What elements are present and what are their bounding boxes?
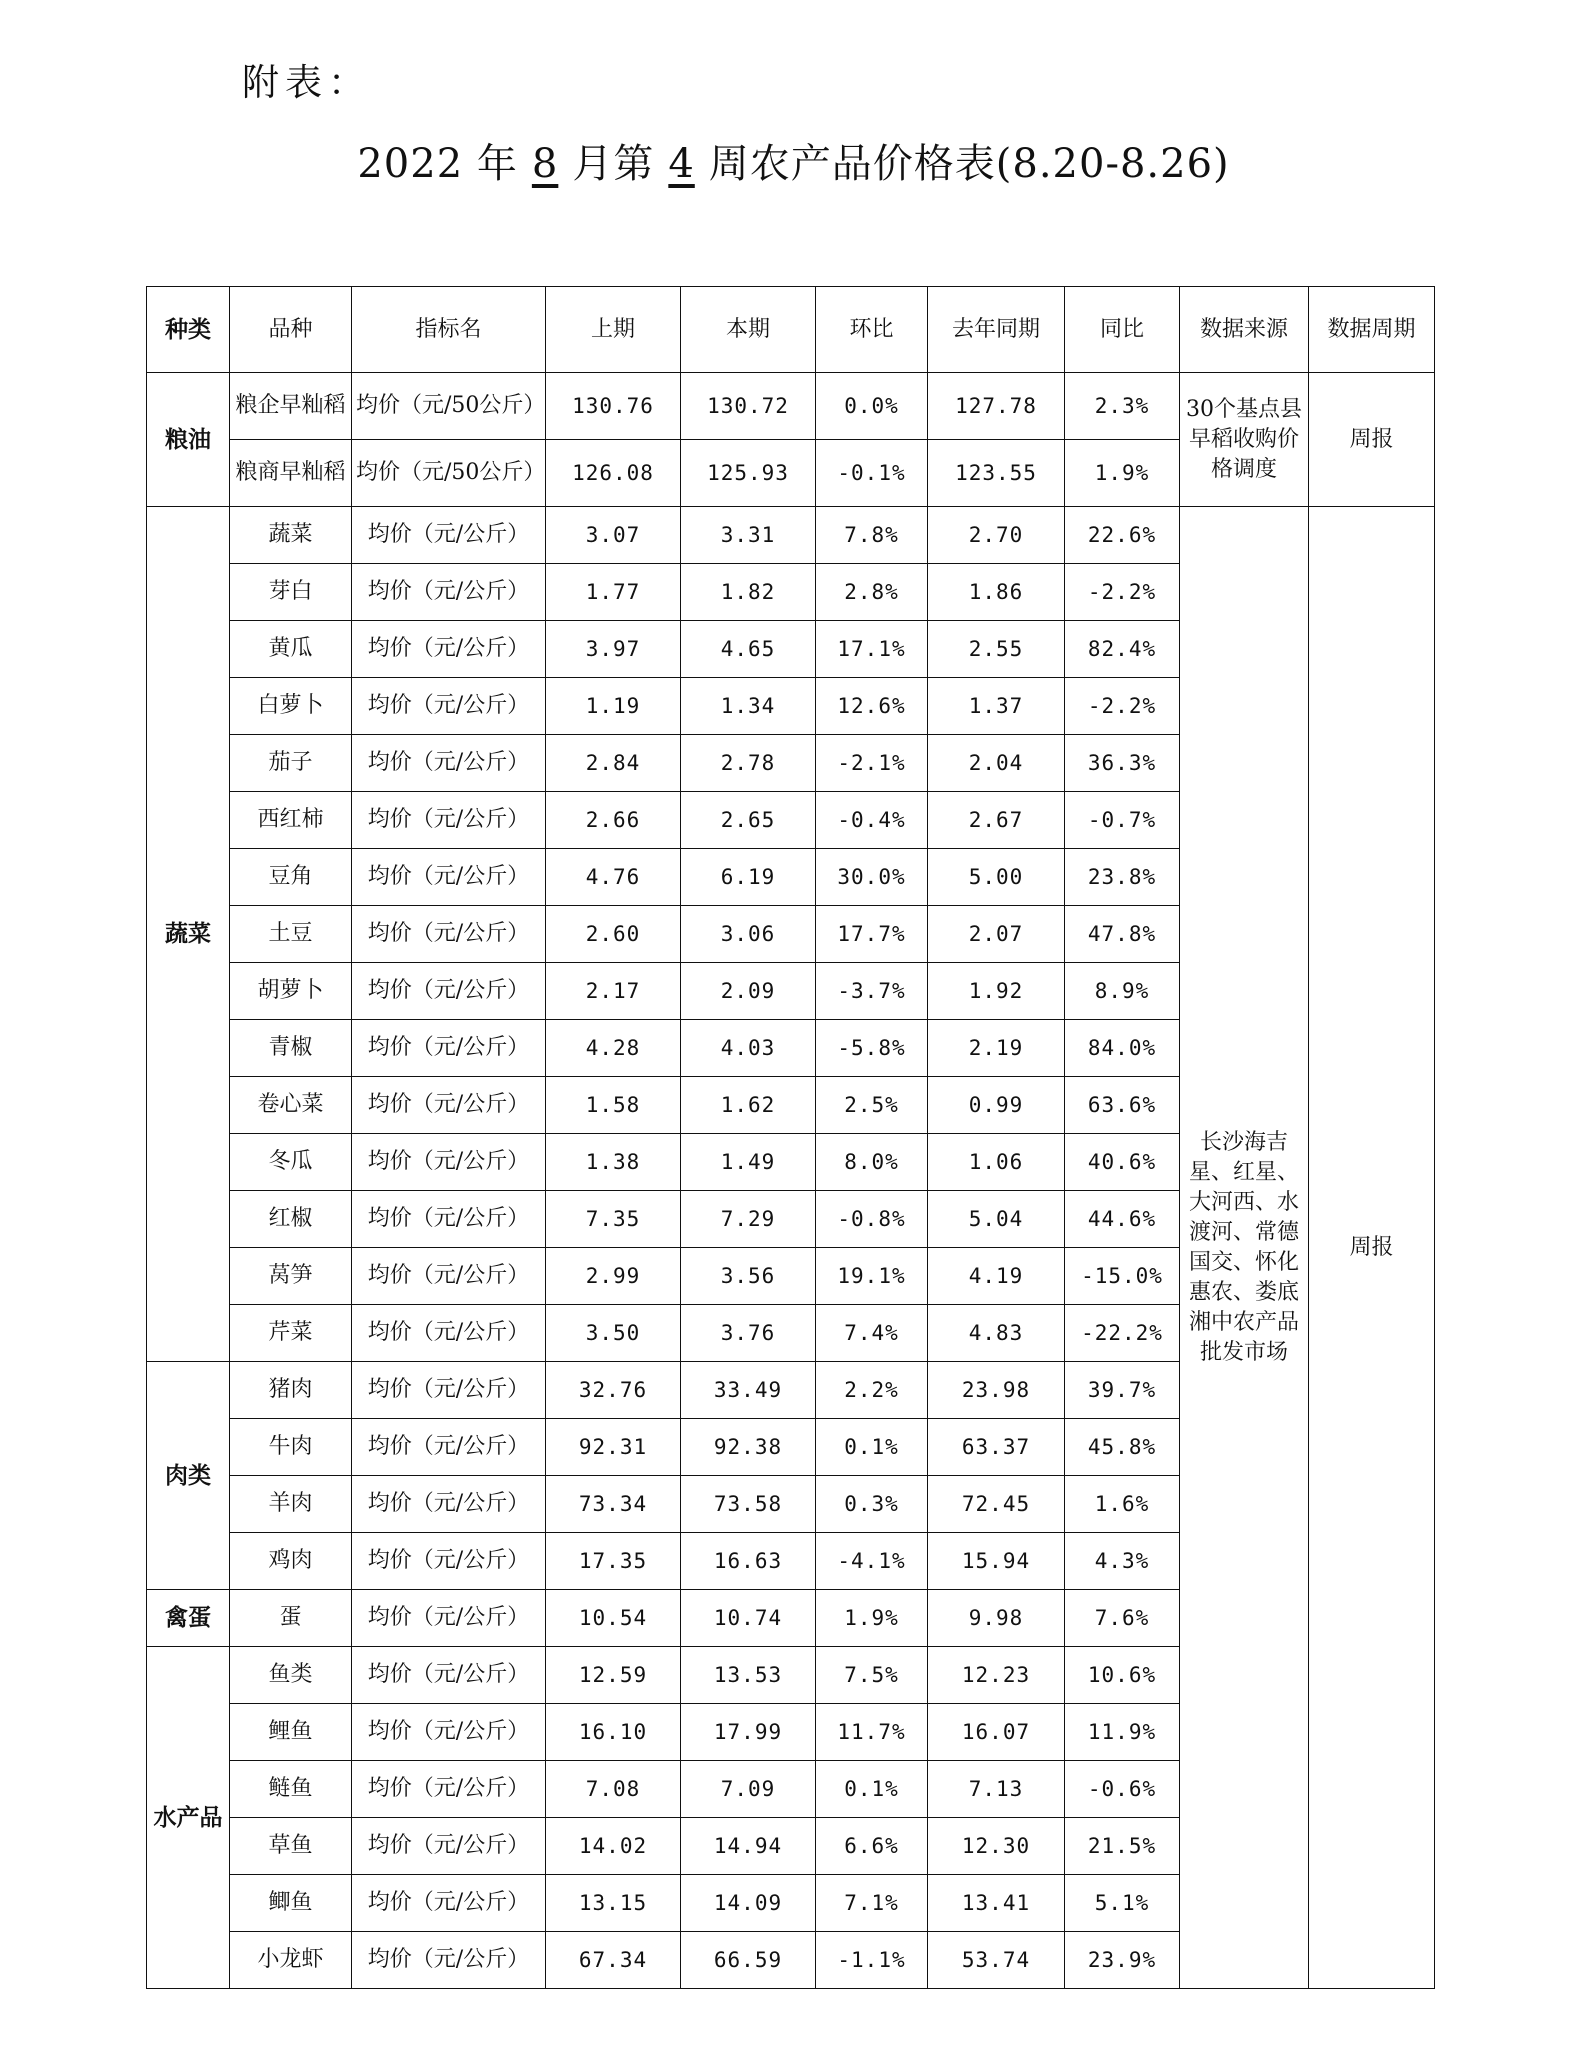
mom-change-cell: 17.7% (816, 906, 928, 963)
curr-value-cell: 7.09 (681, 1761, 816, 1818)
indicator-cell: 均价（元/公斤） (352, 1248, 546, 1305)
mom-change-cell: 7.4% (816, 1305, 928, 1362)
variety-cell: 莴笋 (230, 1248, 352, 1305)
mom-change-cell: -2.1% (816, 735, 928, 792)
table-row (147, 507, 1435, 564)
last-year-value-cell: 2.19 (928, 1020, 1065, 1077)
header-curr: 本期 (681, 287, 816, 373)
last-year-value-cell: 2.67 (928, 792, 1065, 849)
prev-value-cell: 92.31 (546, 1419, 681, 1476)
last-year-value-cell: 12.23 (928, 1647, 1065, 1704)
mom-change-cell: 7.1% (816, 1875, 928, 1932)
curr-value-cell: 14.09 (681, 1875, 816, 1932)
prev-value-cell: 1.77 (546, 564, 681, 621)
yoy-change-cell: 10.6% (1065, 1647, 1180, 1704)
last-year-value-cell: 2.70 (928, 507, 1065, 564)
prev-value-cell: 130.76 (546, 373, 681, 440)
mom-change-cell: 19.1% (816, 1248, 928, 1305)
variety-cell: 土豆 (230, 906, 352, 963)
variety-cell: 蛋 (230, 1590, 352, 1647)
yoy-change-cell: 36.3% (1065, 735, 1180, 792)
prev-value-cell: 73.34 (546, 1476, 681, 1533)
header-last-year: 去年同期 (928, 287, 1065, 373)
mom-change-cell: -5.8% (816, 1020, 928, 1077)
prev-value-cell: 12.59 (546, 1647, 681, 1704)
curr-value-cell: 3.76 (681, 1305, 816, 1362)
mom-change-cell: 17.1% (816, 621, 928, 678)
variety-cell: 鲢鱼 (230, 1761, 352, 1818)
indicator-cell: 均价（元/公斤） (352, 906, 546, 963)
variety-cell: 鲫鱼 (230, 1875, 352, 1932)
prev-value-cell: 3.97 (546, 621, 681, 678)
indicator-cell: 均价（元/50公斤） (352, 373, 546, 440)
curr-value-cell: 3.31 (681, 507, 816, 564)
indicator-cell: 均价（元/公斤） (352, 1191, 546, 1248)
category-cell: 肉类 (147, 1362, 230, 1590)
mom-change-cell: 30.0% (816, 849, 928, 906)
indicator-cell: 均价（元/公斤） (352, 1305, 546, 1362)
mom-change-cell: 1.9% (816, 1590, 928, 1647)
variety-cell: 蔬菜 (230, 507, 352, 564)
yoy-change-cell: 39.7% (1065, 1362, 1180, 1419)
variety-cell: 芽白 (230, 564, 352, 621)
variety-cell: 青椒 (230, 1020, 352, 1077)
prev-value-cell: 7.35 (546, 1191, 681, 1248)
curr-value-cell: 4.65 (681, 621, 816, 678)
prev-value-cell: 1.38 (546, 1134, 681, 1191)
table-header-row (147, 287, 1435, 373)
curr-value-cell: 3.56 (681, 1248, 816, 1305)
mom-change-cell: 2.8% (816, 564, 928, 621)
curr-value-cell: 1.82 (681, 564, 816, 621)
yoy-change-cell: 1.6% (1065, 1476, 1180, 1533)
title-week: 4 (668, 141, 695, 187)
mom-change-cell: 0.1% (816, 1419, 928, 1476)
last-year-value-cell: 2.07 (928, 906, 1065, 963)
title-suffix: 周农产品价格表(8.20-8.26) (708, 141, 1230, 187)
last-year-value-cell: 1.86 (928, 564, 1065, 621)
category-cell: 粮油 (147, 373, 230, 507)
prev-value-cell: 1.58 (546, 1077, 681, 1134)
last-year-value-cell: 15.94 (928, 1533, 1065, 1590)
last-year-value-cell: 4.19 (928, 1248, 1065, 1305)
variety-cell: 胡萝卜 (230, 963, 352, 1020)
last-year-value-cell: 9.98 (928, 1590, 1065, 1647)
header-period: 数据周期 (1309, 287, 1435, 373)
mom-change-cell: 0.0% (816, 373, 928, 440)
annex-label: 附表： (242, 61, 371, 104)
mom-change-cell: -4.1% (816, 1533, 928, 1590)
yoy-change-cell: 44.6% (1065, 1191, 1180, 1248)
last-year-value-cell: 5.00 (928, 849, 1065, 906)
variety-cell: 鱼类 (230, 1647, 352, 1704)
yoy-change-cell: -15.0% (1065, 1248, 1180, 1305)
yoy-change-cell: 21.5% (1065, 1818, 1180, 1875)
yoy-change-cell: 22.6% (1065, 507, 1180, 564)
header-indicator: 指标名 (352, 287, 546, 373)
prev-value-cell: 7.08 (546, 1761, 681, 1818)
curr-value-cell: 2.65 (681, 792, 816, 849)
header-source: 数据来源 (1180, 287, 1309, 373)
yoy-change-cell: 8.9% (1065, 963, 1180, 1020)
last-year-value-cell: 0.99 (928, 1077, 1065, 1134)
mom-change-cell: 8.0% (816, 1134, 928, 1191)
last-year-value-cell: 127.78 (928, 373, 1065, 440)
variety-cell: 羊肉 (230, 1476, 352, 1533)
variety-cell: 芹菜 (230, 1305, 352, 1362)
indicator-cell: 均价（元/公斤） (352, 1590, 546, 1647)
curr-value-cell: 125.93 (681, 440, 816, 507)
curr-value-cell: 92.38 (681, 1419, 816, 1476)
variety-cell: 粮企早籼稻 (230, 373, 352, 440)
data-period-cell: 周报 (1309, 507, 1435, 1989)
data-source-cell: 30个基点县早稻收购价格调度 (1180, 373, 1309, 507)
last-year-value-cell: 5.04 (928, 1191, 1065, 1248)
price-table (146, 286, 1435, 1989)
curr-value-cell: 17.99 (681, 1704, 816, 1761)
header-category: 种类 (147, 287, 230, 373)
variety-cell: 粮商早籼稻 (230, 440, 352, 507)
yoy-change-cell: 45.8% (1065, 1419, 1180, 1476)
page-title (0, 132, 1587, 189)
prev-value-cell: 67.34 (546, 1932, 681, 1989)
indicator-cell: 均价（元/50公斤） (352, 440, 546, 507)
indicator-cell: 均价（元/公斤） (352, 1476, 546, 1533)
indicator-cell: 均价（元/公斤） (352, 849, 546, 906)
yoy-change-cell: 4.3% (1065, 1533, 1180, 1590)
table-row (147, 373, 1435, 440)
last-year-value-cell: 12.30 (928, 1818, 1065, 1875)
indicator-cell: 均价（元/公斤） (352, 564, 546, 621)
yoy-change-cell: 63.6% (1065, 1077, 1180, 1134)
indicator-cell: 均价（元/公斤） (352, 1704, 546, 1761)
yoy-change-cell: -2.2% (1065, 678, 1180, 735)
category-cell: 蔬菜 (147, 507, 230, 1362)
mom-change-cell: -1.1% (816, 1932, 928, 1989)
data-source-cell: 长沙海吉星、红星、大河西、水渡河、常德国交、怀化惠农、娄底湘中农产品批发市场 (1180, 507, 1309, 1989)
curr-value-cell: 7.29 (681, 1191, 816, 1248)
prev-value-cell: 16.10 (546, 1704, 681, 1761)
yoy-change-cell: 23.8% (1065, 849, 1180, 906)
header-variety: 品种 (230, 287, 352, 373)
prev-value-cell: 2.99 (546, 1248, 681, 1305)
indicator-cell: 均价（元/公斤） (352, 1761, 546, 1818)
mom-change-cell: 12.6% (816, 678, 928, 735)
mom-change-cell: 11.7% (816, 1704, 928, 1761)
variety-cell: 卷心菜 (230, 1077, 352, 1134)
variety-cell: 西红柿 (230, 792, 352, 849)
prev-value-cell: 17.35 (546, 1533, 681, 1590)
yoy-change-cell: 84.0% (1065, 1020, 1180, 1077)
yoy-change-cell: 5.1% (1065, 1875, 1180, 1932)
indicator-cell: 均价（元/公斤） (352, 1875, 546, 1932)
indicator-cell: 均价（元/公斤） (352, 1932, 546, 1989)
mom-change-cell: -0.1% (816, 440, 928, 507)
variety-cell: 红椒 (230, 1191, 352, 1248)
mom-change-cell: -3.7% (816, 963, 928, 1020)
title-prefix: 2022 年 (357, 141, 518, 187)
indicator-cell: 均价（元/公斤） (352, 1020, 546, 1077)
variety-cell: 猪肉 (230, 1362, 352, 1419)
curr-value-cell: 13.53 (681, 1647, 816, 1704)
indicator-cell: 均价（元/公斤） (352, 1533, 546, 1590)
indicator-cell: 均价（元/公斤） (352, 1362, 546, 1419)
price-table-body (147, 287, 1435, 1989)
prev-value-cell: 2.66 (546, 792, 681, 849)
last-year-value-cell: 23.98 (928, 1362, 1065, 1419)
yoy-change-cell: -0.6% (1065, 1761, 1180, 1818)
variety-cell: 白萝卜 (230, 678, 352, 735)
yoy-change-cell: -22.2% (1065, 1305, 1180, 1362)
last-year-value-cell: 1.06 (928, 1134, 1065, 1191)
curr-value-cell: 1.34 (681, 678, 816, 735)
mom-change-cell: 7.8% (816, 507, 928, 564)
yoy-change-cell: 11.9% (1065, 1704, 1180, 1761)
mom-change-cell: -0.8% (816, 1191, 928, 1248)
title-month: 8 (531, 141, 559, 187)
variety-cell: 黄瓜 (230, 621, 352, 678)
prev-value-cell: 14.02 (546, 1818, 681, 1875)
variety-cell: 豆角 (230, 849, 352, 906)
header-prev: 上期 (546, 287, 681, 373)
yoy-change-cell: 1.9% (1065, 440, 1180, 507)
last-year-value-cell: 2.04 (928, 735, 1065, 792)
prev-value-cell: 4.76 (546, 849, 681, 906)
indicator-cell: 均价（元/公斤） (352, 792, 546, 849)
curr-value-cell: 66.59 (681, 1932, 816, 1989)
header-yoy: 同比 (1065, 287, 1180, 373)
variety-cell: 茄子 (230, 735, 352, 792)
last-year-value-cell: 63.37 (928, 1419, 1065, 1476)
prev-value-cell: 2.17 (546, 963, 681, 1020)
curr-value-cell: 16.63 (681, 1533, 816, 1590)
prev-value-cell: 32.76 (546, 1362, 681, 1419)
curr-value-cell: 2.09 (681, 963, 816, 1020)
last-year-value-cell: 16.07 (928, 1704, 1065, 1761)
mom-change-cell: 7.5% (816, 1647, 928, 1704)
last-year-value-cell: 2.55 (928, 621, 1065, 678)
last-year-value-cell: 1.92 (928, 963, 1065, 1020)
prev-value-cell: 1.19 (546, 678, 681, 735)
mom-change-cell: -0.4% (816, 792, 928, 849)
last-year-value-cell: 7.13 (928, 1761, 1065, 1818)
prev-value-cell: 2.84 (546, 735, 681, 792)
last-year-value-cell: 53.74 (928, 1932, 1065, 1989)
variety-cell: 冬瓜 (230, 1134, 352, 1191)
header-mom: 环比 (816, 287, 928, 373)
prev-value-cell: 13.15 (546, 1875, 681, 1932)
indicator-cell: 均价（元/公斤） (352, 963, 546, 1020)
yoy-change-cell: 40.6% (1065, 1134, 1180, 1191)
curr-value-cell: 4.03 (681, 1020, 816, 1077)
yoy-change-cell: 7.6% (1065, 1590, 1180, 1647)
title-mid: 月第 (572, 141, 655, 187)
category-cell: 禽蛋 (147, 1590, 230, 1647)
curr-value-cell: 1.49 (681, 1134, 816, 1191)
curr-value-cell: 2.78 (681, 735, 816, 792)
curr-value-cell: 10.74 (681, 1590, 816, 1647)
prev-value-cell: 4.28 (546, 1020, 681, 1077)
last-year-value-cell: 123.55 (928, 440, 1065, 507)
yoy-change-cell: 47.8% (1065, 906, 1180, 963)
mom-change-cell: 2.5% (816, 1077, 928, 1134)
prev-value-cell: 10.54 (546, 1590, 681, 1647)
curr-value-cell: 1.62 (681, 1077, 816, 1134)
yoy-change-cell: -0.7% (1065, 792, 1180, 849)
last-year-value-cell: 4.83 (928, 1305, 1065, 1362)
curr-value-cell: 73.58 (681, 1476, 816, 1533)
data-period-cell: 周报 (1309, 373, 1435, 507)
variety-cell: 草鱼 (230, 1818, 352, 1875)
indicator-cell: 均价（元/公斤） (352, 1077, 546, 1134)
indicator-cell: 均价（元/公斤） (352, 1647, 546, 1704)
yoy-change-cell: 82.4% (1065, 621, 1180, 678)
mom-change-cell: 0.1% (816, 1761, 928, 1818)
prev-value-cell: 3.50 (546, 1305, 681, 1362)
curr-value-cell: 3.06 (681, 906, 816, 963)
indicator-cell: 均价（元/公斤） (352, 735, 546, 792)
indicator-cell: 均价（元/公斤） (352, 678, 546, 735)
curr-value-cell: 33.49 (681, 1362, 816, 1419)
variety-cell: 牛肉 (230, 1419, 352, 1476)
yoy-change-cell: -2.2% (1065, 564, 1180, 621)
last-year-value-cell: 72.45 (928, 1476, 1065, 1533)
prev-value-cell: 2.60 (546, 906, 681, 963)
mom-change-cell: 2.2% (816, 1362, 928, 1419)
curr-value-cell: 6.19 (681, 849, 816, 906)
indicator-cell: 均价（元/公斤） (352, 507, 546, 564)
variety-cell: 鲤鱼 (230, 1704, 352, 1761)
prev-value-cell: 3.07 (546, 507, 681, 564)
category-cell: 水产品 (147, 1647, 230, 1989)
indicator-cell: 均价（元/公斤） (352, 621, 546, 678)
variety-cell: 鸡肉 (230, 1533, 352, 1590)
last-year-value-cell: 1.37 (928, 678, 1065, 735)
indicator-cell: 均价（元/公斤） (352, 1419, 546, 1476)
variety-cell: 小龙虾 (230, 1932, 352, 1989)
mom-change-cell: 6.6% (816, 1818, 928, 1875)
yoy-change-cell: 2.3% (1065, 373, 1180, 440)
last-year-value-cell: 13.41 (928, 1875, 1065, 1932)
curr-value-cell: 14.94 (681, 1818, 816, 1875)
indicator-cell: 均价（元/公斤） (352, 1818, 546, 1875)
yoy-change-cell: 23.9% (1065, 1932, 1180, 1989)
indicator-cell: 均价（元/公斤） (352, 1134, 546, 1191)
prev-value-cell: 126.08 (546, 440, 681, 507)
curr-value-cell: 130.72 (681, 373, 816, 440)
mom-change-cell: 0.3% (816, 1476, 928, 1533)
